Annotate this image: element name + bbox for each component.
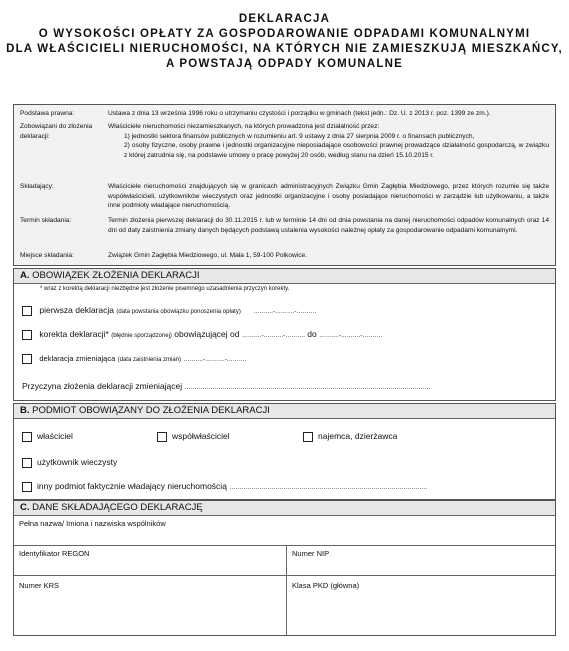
title-line-2: O WYSOKOŚCI OPŁATY ZA GOSPODAROWANIE ODPADAMI KOMUNALNYMI — [38, 28, 531, 40]
zobowiazani-item-2: 2) osoby fizyczne, osoby prawne i jednostki organizacyjne nieposiadające osobowości prawnej prowadzące działalność gospodarczą, w związku z której zatrudnia się, na podstawie umowy o pracę powyżej 20 osób, według stanu na dzień 15.10.2015 r. — [124, 142, 549, 159]
skladajacy-value: Właściciele nieruchomości znajdujących się w granicach administracyjnych Związku Gmin Zagłębia Miedziowego, przez których rozumie się także współwłaścicieli, użytkowników wieczystych oraz jednostki organizacyjne i osoby posiadające nieruchomości w zarządzie lub użytkowaniu, a także inne podmioty władające nieruchomością. — [108, 183, 549, 209]
first-declaration-checkbox[interactable] — [22, 306, 32, 316]
amending-declaration-hint: (data zaistnienia zmian) — [117, 357, 181, 363]
other-entity-checkbox[interactable] — [22, 482, 32, 492]
correction-to-date[interactable]: ……….-……….-………. — [319, 333, 383, 339]
title-line-4: A POWSTAJĄ ODPADY KOMUNALNE — [165, 58, 404, 70]
correction-hint: (błędnie sporządzonej) — [111, 333, 172, 339]
miejsce-label: Miejsce składania: — [20, 252, 74, 259]
correction-checkbox[interactable] — [22, 330, 32, 340]
amending-declaration-label: deklaracja zmieniająca — [39, 354, 116, 363]
tenant-option[interactable] — [303, 431, 397, 442]
section-a-letter: A. — [20, 270, 30, 281]
divider — [14, 545, 555, 546]
amending-declaration-option[interactable] — [22, 353, 246, 364]
podstawa-label: Podstawa prawna: — [20, 110, 75, 117]
coowner-checkbox[interactable] — [157, 432, 167, 442]
miejsce-value: Związek Gmin Zagłębia Miedziowego, ul. Mała 1, 59-100 Polkowice. — [108, 252, 308, 259]
title-line-3: DLA WŁAŚCICIELI NIERUCHOMOŚCI, NA KTÓRYCH NIE ZAMIESZKUJĄ MIESZKAŃCY, — [6, 43, 563, 55]
zobowiazani-item-1: 1) jednostki sektora finansów publicznych w rozumieniu art. 9 ustawy z dnia 27 sierpnia 2009 r. o finansach publicznych, — [124, 132, 475, 140]
other-entity-label: inny podmiot faktycznie władający nieruchomością — [37, 481, 227, 491]
perpetual-user-label: użytkownik wieczysty — [37, 457, 118, 467]
document-title — [0, 12, 569, 72]
first-declaration-option[interactable] — [22, 305, 316, 316]
zobowiazani-intro: Właściciele nieruchomości niezamieszkanych, na których prowadzona jest działalność przez: — [108, 123, 380, 130]
perpetual-user-checkbox[interactable] — [22, 458, 32, 468]
amendment-reason-field[interactable]: …………………………………………………………………………………………………………… — [184, 385, 431, 391]
section-c — [13, 500, 556, 636]
first-declaration-label: pierwsza deklaracja — [39, 305, 115, 315]
tenant-checkbox[interactable] — [303, 432, 313, 442]
amendment-reason — [22, 381, 431, 391]
owner-option[interactable] — [22, 431, 73, 442]
termin-label: Termin składania: — [20, 217, 72, 224]
divider — [286, 545, 287, 635]
divider — [14, 575, 555, 576]
other-entity-field[interactable]: ……………………………………………………………………………………… — [229, 485, 428, 491]
first-declaration-hint: (data powstania obowiązku ponoszenia opłaty) — [116, 309, 241, 315]
correction-option[interactable] — [22, 329, 382, 340]
perpetual-user-option[interactable] — [22, 457, 117, 468]
podstawa-value: Ustawa z dnia 13 września 1996 roku o utrzymaniu czystości i porządku w gminach (tekst jedn.: Dz. U. z 2013 r. poz. 1399 ze zm.). — [108, 110, 491, 117]
owner-label: właściciel — [37, 431, 73, 441]
info-box — [13, 104, 556, 266]
zobowiazani-label: Zobowiązani do złożenia deklaracji: — [20, 123, 93, 140]
termin-value: Termin złożenia pierwszej deklaracji do 30.11.2015 r. lub w terminie 14 dni od dnia powstania na danej nieruchomości odpadów komunalnych oraz 14 dni od daty zaistnienia zmiany danych będących podstawą ustalenia wysokości należnej opłaty za gospodarowanie odpadami komunalnymi. — [108, 217, 549, 234]
section-c-letter: C. — [20, 502, 30, 513]
section-b-letter: B. — [20, 405, 30, 416]
other-entity-option[interactable] — [22, 481, 427, 492]
section-b-header — [14, 404, 555, 419]
section-b-title: PODMIOT OBOWIĄZANY DO ZŁOŻENIA DEKLARACJI — [32, 405, 270, 416]
coowner-option[interactable] — [157, 431, 230, 442]
regon-label: Identyfikator REGON — [19, 549, 90, 558]
section-a-title: OBOWIĄZEK ZŁOŻENIA DEKLARACJI — [32, 270, 200, 281]
section-a-header — [14, 269, 555, 284]
correction-from-date[interactable]: ……….-……….-………. — [241, 333, 305, 339]
krs-label: Numer KRS — [19, 581, 60, 590]
pkd-label: Klasa PKD (główna) — [292, 581, 360, 590]
amendment-reason-label: Przyczyna złożenia deklaracji zmieniającej — [22, 381, 183, 391]
section-a — [13, 268, 556, 401]
full-name-label: Pełna nazwa/ Imiona i nazwiska wspólników — [19, 519, 166, 528]
section-b — [13, 403, 556, 500]
title-line-1: DEKLARACJA — [238, 13, 331, 25]
tenant-label: najemca, dzierżawca — [318, 431, 398, 441]
amending-declaration-date[interactable]: ……….-……….-………. — [183, 357, 247, 363]
skladajacy-label: Składający: — [20, 183, 54, 190]
correction-label: korekta deklaracji* — [39, 329, 109, 339]
correction-to-label: do — [307, 329, 317, 339]
coowner-label: współwłaściciel — [172, 431, 230, 441]
section-c-header — [14, 501, 555, 516]
amending-declaration-checkbox[interactable] — [22, 354, 32, 364]
section-c-title: DANE SKŁADAJĄCEGO DEKLARACJĘ — [32, 502, 203, 513]
owner-checkbox[interactable] — [22, 432, 32, 442]
first-declaration-date[interactable]: ……….-……….-………. — [253, 309, 317, 315]
nip-label: Numer NIP — [292, 549, 330, 558]
zobowiazani-value — [108, 122, 549, 160]
section-a-footnote: * wraz z korektą deklaracji niezbędne jest złożenie pisemnego uzasadnienia przyczyn korekty. — [40, 286, 290, 292]
correction-from-label: obowiązującej od — [174, 329, 240, 339]
